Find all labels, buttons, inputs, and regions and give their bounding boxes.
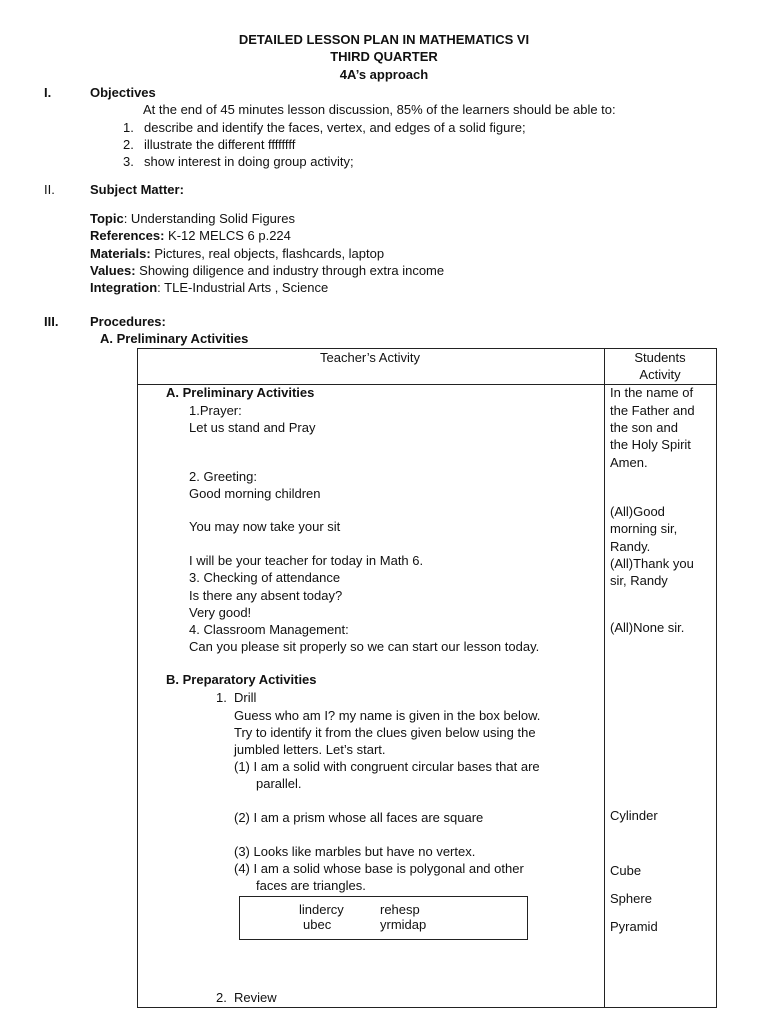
attendance-label: 3. Checking of attendance — [189, 570, 341, 585]
teacher-intro-line: I will be your teacher for today in Math 6. — [189, 553, 424, 568]
prayer-line: Let us stand and Pray — [189, 420, 316, 435]
review-num: 2. — [216, 990, 227, 1005]
jumbled-word: rehesp — [380, 902, 420, 917]
student-response-line: the son and — [610, 420, 678, 435]
review-label: Review — [234, 990, 277, 1005]
objectives-heading: Objectives — [90, 85, 156, 100]
student-answer: Sphere — [610, 891, 652, 906]
drill-num: 1. — [216, 690, 227, 705]
very-good-line: Very good! — [189, 605, 252, 620]
student-response-line: Amen. — [610, 455, 648, 470]
student-response-line: the Father and — [610, 403, 695, 418]
field-values: Values: Showing diligence and industry through extra income — [90, 263, 445, 278]
objective-text: illustrate the different ffffffff — [144, 137, 296, 152]
column-divider — [604, 349, 605, 1007]
drill-line: Try to identify it from the clues given below using the — [234, 725, 536, 740]
jumbled-word: lindercy — [299, 902, 344, 917]
column-header-teacher: Teacher’s Activity — [320, 350, 420, 365]
teacher-section-b-heading: B. Preparatory Activities — [166, 672, 317, 687]
clue-3: (3) Looks like marbles but have no vertex. — [234, 844, 476, 859]
objective-num: 3. — [123, 154, 134, 169]
clue-2: (2) I am a prism whose all faces are square — [234, 810, 484, 825]
clue-4-continued: faces are triangles. — [256, 878, 366, 893]
student-response-line: (All)Good — [610, 504, 665, 519]
objectives-intro: At the end of 45 minutes lesson discussion, 85% of the learners should be able to: — [143, 102, 616, 117]
management-line: Can you please sit properly so we can start our lesson today. — [189, 639, 540, 654]
greeting-label: 2. Greeting: — [189, 469, 257, 484]
procedures-heading: Procedures: — [90, 314, 166, 329]
column-header-students-line2: Activity — [639, 367, 681, 382]
student-response-line: In the name of — [610, 385, 694, 400]
objective-text: describe and identify the faces, vertex, and edges of a solid figure; — [144, 120, 526, 135]
student-response-line: sir, Randy — [610, 573, 668, 588]
document-title: DETAILED LESSON PLAN IN MATHEMATICS VI — [238, 32, 530, 47]
procedures-subheading: A. Preliminary Activities — [100, 331, 249, 346]
subject-matter-numeral: II. — [44, 182, 55, 197]
student-response-line: morning sir, — [610, 521, 678, 536]
student-answer: Pyramid — [610, 919, 658, 934]
student-response-line: Randy. — [610, 539, 651, 554]
absent-line: Is there any absent today? — [189, 588, 343, 603]
student-response-line: (All)None sir. — [610, 620, 685, 635]
clue-1-continued: parallel. — [256, 776, 302, 791]
clue-4: (4) I am a solid whose base is polygonal and other — [234, 861, 524, 876]
jumbled-word: ubec — [303, 917, 332, 932]
field-materials: Materials: Pictures, real objects, flashcards, laptop — [90, 246, 385, 261]
quarter-title: THIRD QUARTER — [330, 49, 438, 64]
teacher-section-a-heading: A. Preliminary Activities — [166, 385, 315, 400]
objective-text: show interest in doing group activity; — [144, 154, 354, 169]
drill-line: jumbled letters. Let’s start. — [234, 742, 386, 757]
objective-num: 1. — [123, 120, 134, 135]
greeting-line: Good morning children — [189, 486, 321, 501]
prayer-label: 1.Prayer: — [189, 403, 242, 418]
column-header-students-line1: Students — [634, 350, 686, 365]
clue-1: (1) I am a solid with congruent circular bases that are — [234, 759, 540, 774]
student-response-line: the Holy Spirit — [610, 437, 691, 452]
approach-title: 4A’s approach — [339, 67, 429, 82]
sit-line: You may now take your sit — [189, 519, 341, 534]
drill-line: Guess who am I? my name is given in the box below. — [234, 708, 541, 723]
jumbled-word: yrmidap — [380, 917, 427, 932]
field-references: References: K-12 MELCS 6 p.224 — [90, 228, 291, 243]
subject-matter-heading: Subject Matter: — [90, 182, 184, 197]
objectives-numeral: I. — [44, 85, 52, 100]
objective-num: 2. — [123, 137, 134, 152]
procedures-numeral: III. — [44, 314, 59, 329]
drill-label: Drill — [234, 690, 257, 705]
field-integration: Integration: TLE-Industrial Arts , Science — [90, 280, 329, 295]
field-topic: Topic: Understanding Solid Figures — [90, 211, 295, 226]
student-answer: Cylinder — [610, 808, 658, 823]
management-label: 4. Classroom Management: — [189, 622, 349, 637]
student-response-line: (All)Thank you — [610, 556, 694, 571]
student-answer: Cube — [610, 863, 642, 878]
